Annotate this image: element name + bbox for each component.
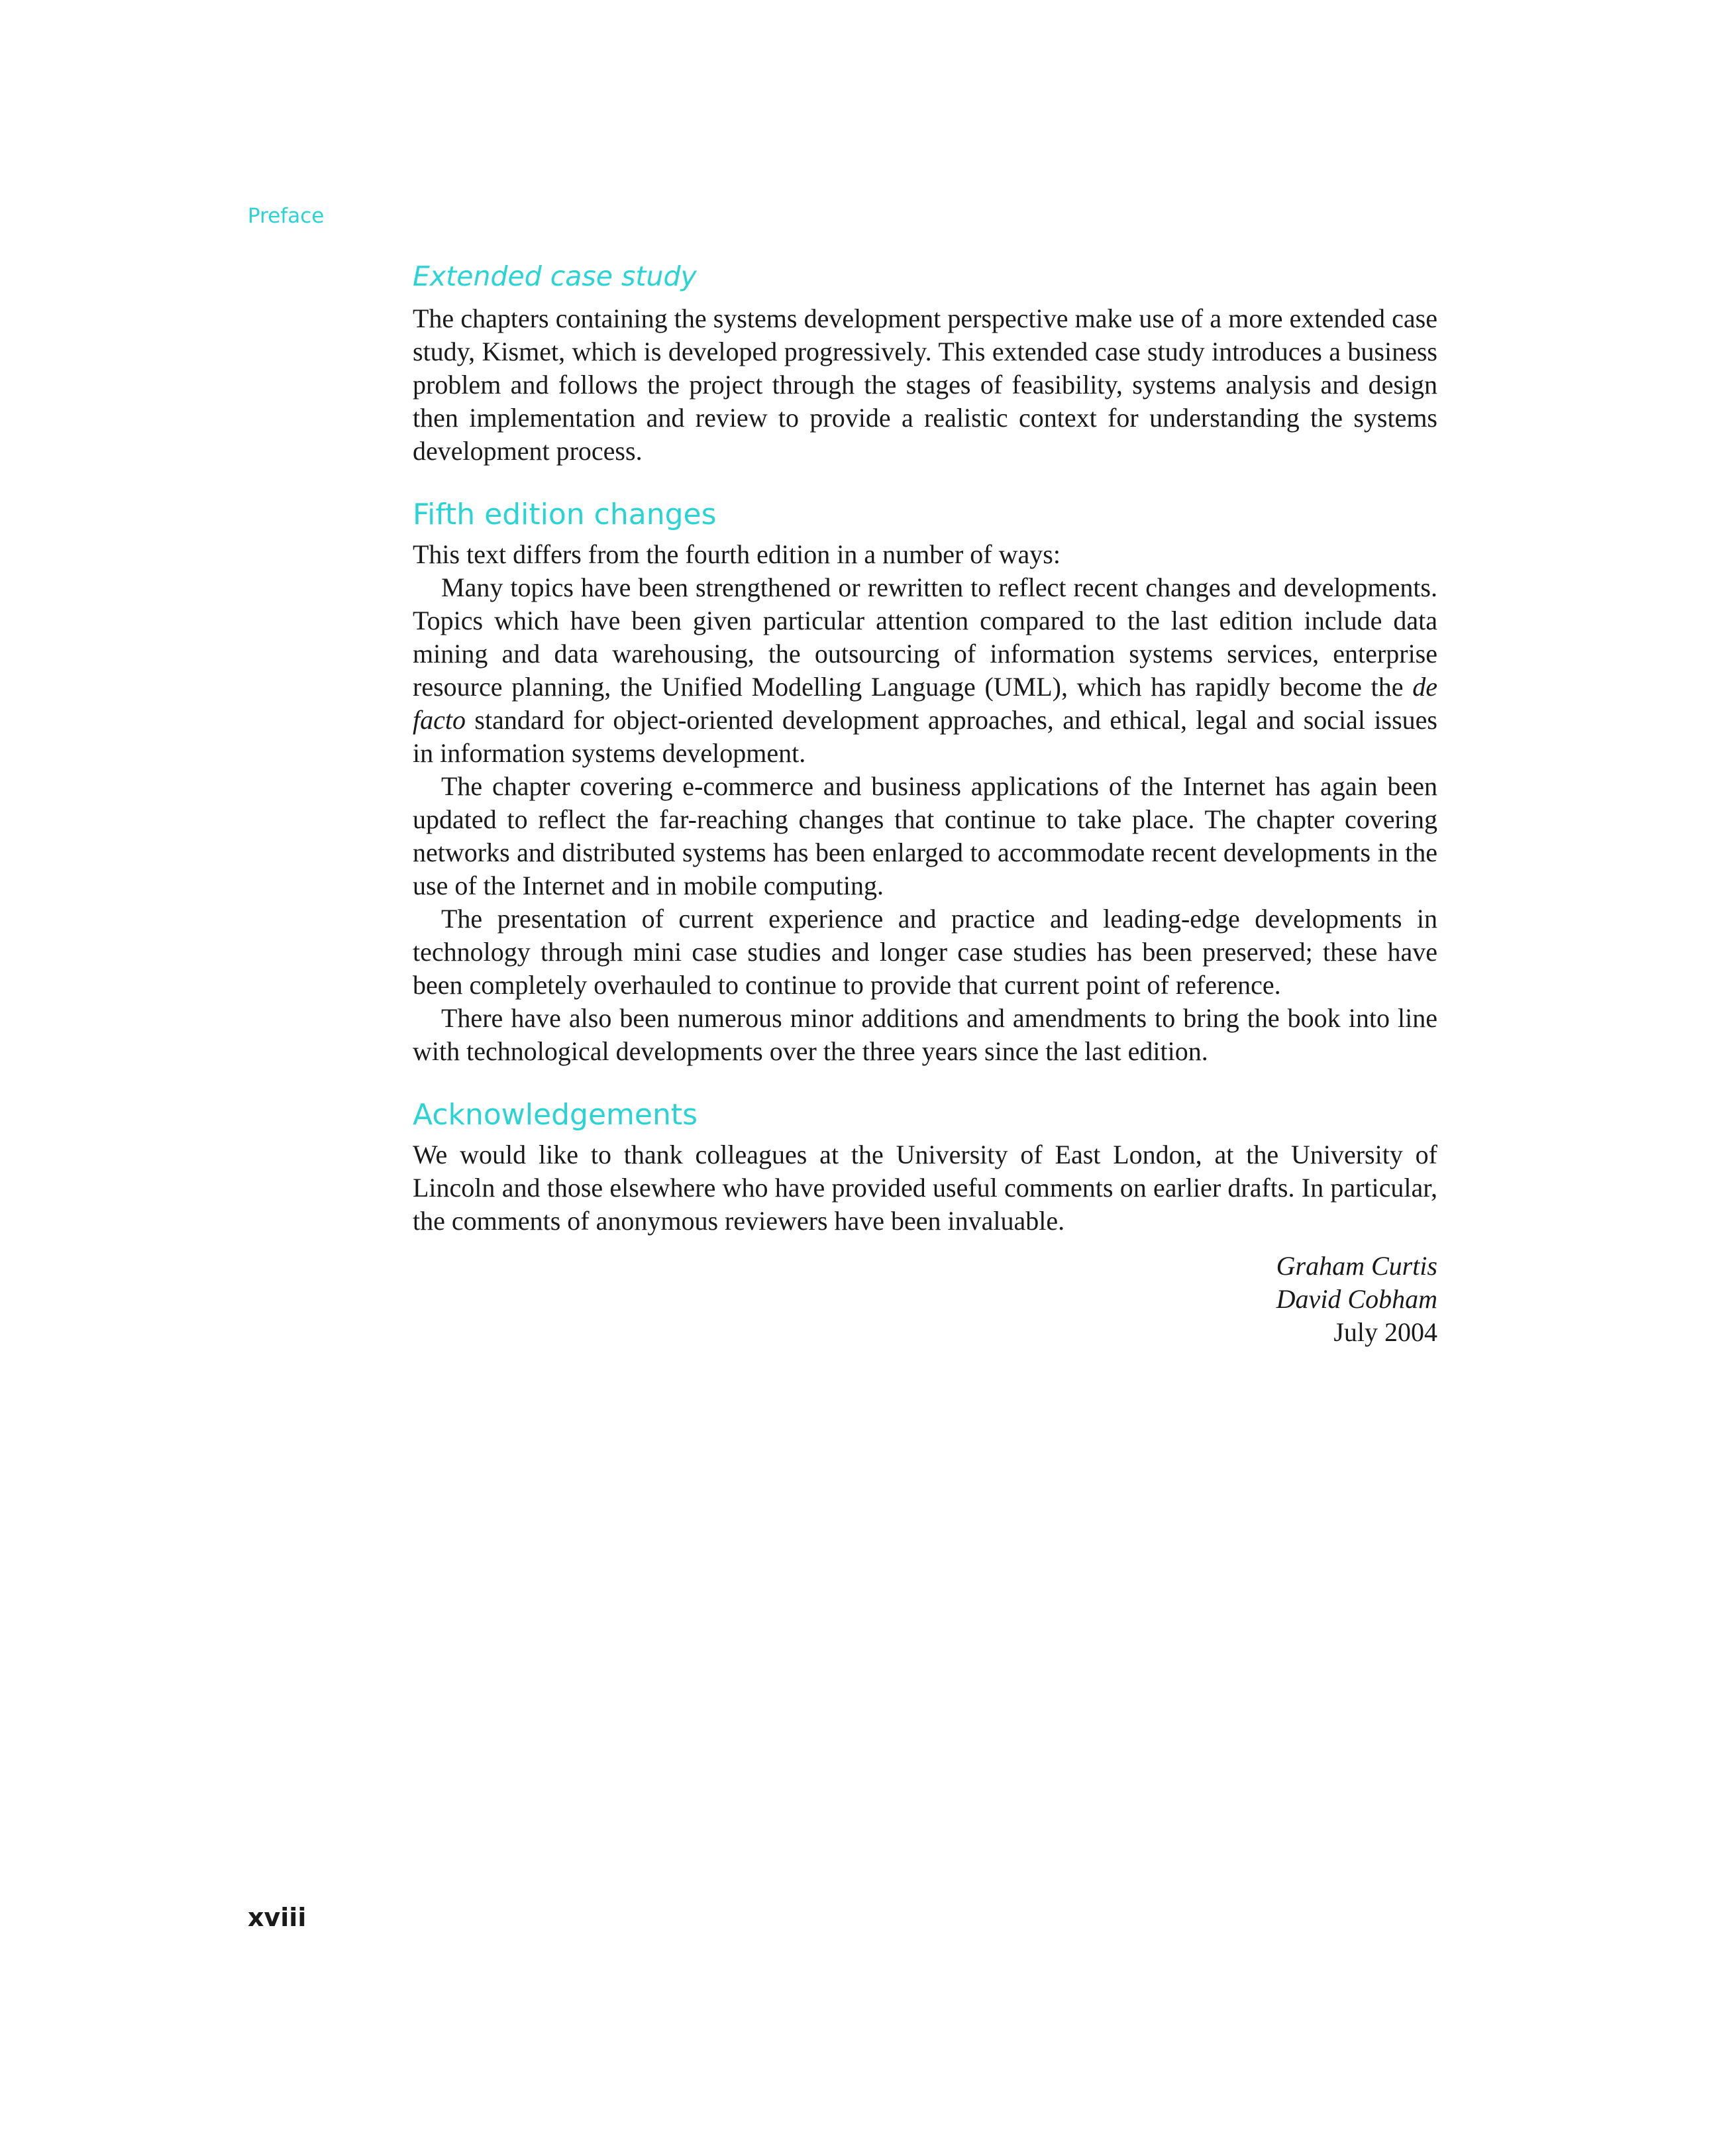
- signature-block: [413, 1250, 1437, 1349]
- acknowledgements-paragraph: We would like to thank colleagues at the University of East London, at the University of Lincoln and those elsewhere who have provided useful comments on earlier drafts. In particular, the comments of anonymous reviewers have been invaluable.: [413, 1140, 1437, 1236]
- fifth-edition-paragraph-1: [413, 571, 1437, 770]
- fifth-edition-intro: This text differs from the fourth edition in a number of ways:: [413, 539, 1061, 569]
- case-study-paragraph: The chapters containing the systems development perspective make use of a more extended case study, Kismet, which is developed progressively. This extended case study introduces a business problem and follows the project through the stages of feasibility, systems analysis and design then implementation and review to provide a realistic context for understanding the systems development process.: [413, 303, 1437, 466]
- running-head: Preface: [248, 204, 325, 228]
- paragraph-text: Many topics have been strengthened or rewritten to reflect recent changes and developments. Topics which have been given particular attention compared to the last edition include data mining and data warehousing, the outsourcing of information systems services, enterprise resource planning, the Unified Modelling Language (UML), which has rapidly become the: [413, 572, 1437, 702]
- paragraph-text: standard for object-oriented development approaches, and ethical, legal and social issues in information systems development.: [413, 705, 1437, 768]
- author-name: David Cobham: [1276, 1284, 1437, 1314]
- page-number: xviii: [248, 1903, 307, 1932]
- italic-term: de facto: [413, 672, 1437, 735]
- page-content: [413, 258, 1437, 1349]
- fifth-edition-paragraph-2: The chapter covering e-commerce and business applications of the Internet has again been updated to reflect the far-reaching changes that continue to take place. The chapter covering networks and distributed systems has been enlarged to accommodate recent developments in the use of the Internet and in mobile computing.: [413, 771, 1437, 900]
- case-study-heading: Extended case study: [413, 260, 697, 292]
- author-name: Graham Curtis: [1276, 1251, 1437, 1281]
- fifth-edition-paragraph-3: The presentation of current experience and practice and leading-edge developments in technology through mini case studies and longer case studies has been preserved; these have been completely overhauled to continue to provide that current point of reference.: [413, 904, 1437, 1000]
- fifth-edition-paragraph-4: There have also been numerous minor additions and amendments to bring the book into line with technological developments over the three years since the last edition.: [413, 1003, 1437, 1066]
- fifth-edition-heading: Fifth edition changes: [413, 498, 717, 531]
- signature-date: July 2004: [1333, 1317, 1437, 1347]
- acknowledgements-heading: Acknowledgements: [413, 1098, 698, 1132]
